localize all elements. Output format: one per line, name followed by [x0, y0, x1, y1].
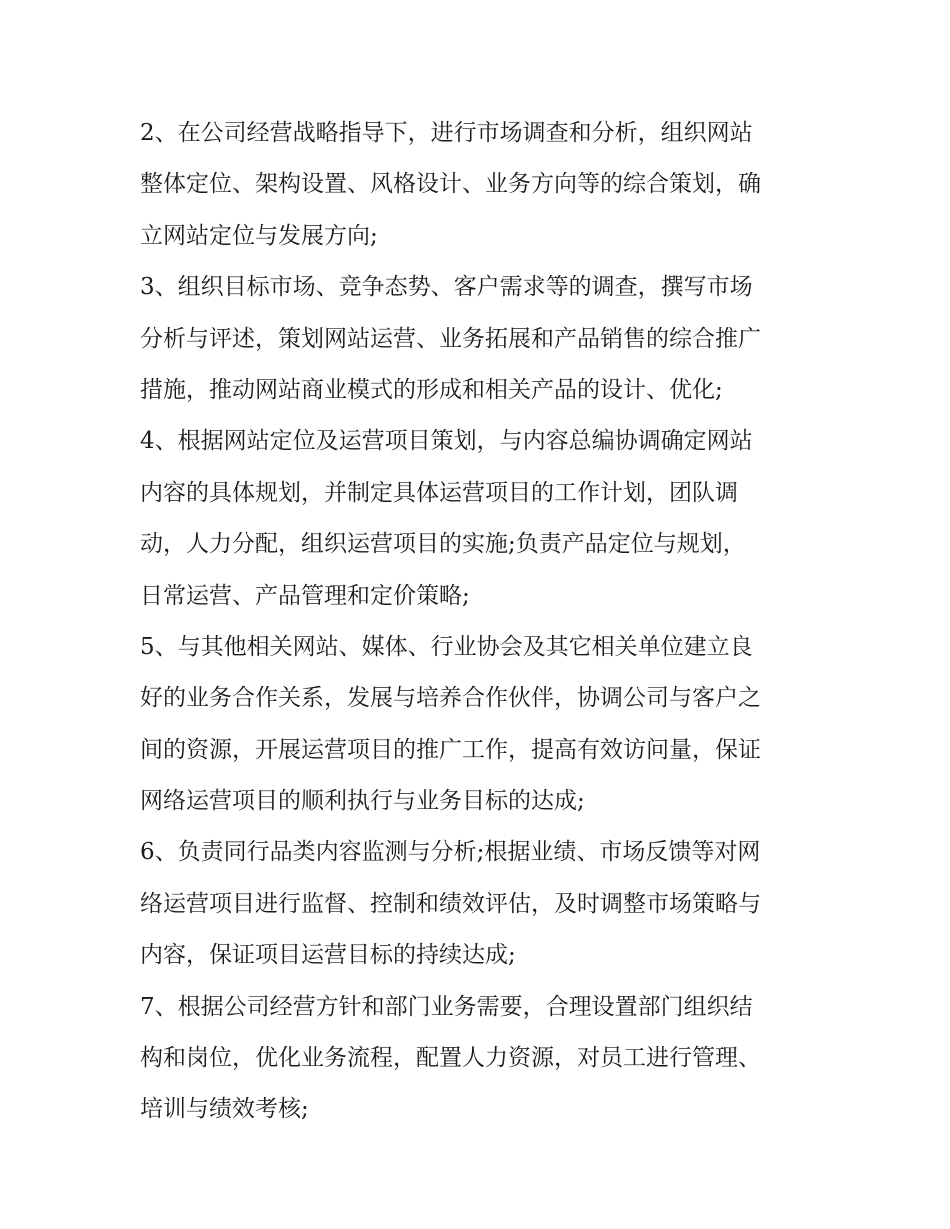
text-line: 3、组织目标市场、竞争态势、客户需求等的调查，撰写市场 [140, 274, 753, 301]
text-line: 培训与绩效考核; [140, 1096, 309, 1123]
text-line: 间的资源，开展运营项目的推广工作，提高有效访问量，保证 [140, 736, 761, 763]
text-line: 构和岗位，优化业务流程，配置人力资源，对员工进行管理、 [140, 1045, 761, 1072]
text-line: 络运营项目进行监督、控制和绩效评估，及时调整市场策略与 [140, 890, 761, 917]
text-line: 内容，保证项目运营目标的持续达成; [140, 942, 516, 969]
text-line: 内容的具体规划，并制定具体运营项目的工作计划，团队调 [140, 479, 738, 506]
text-line: 整体定位、架构设置、风格设计、业务方向等的综合策划，确 [140, 171, 761, 198]
text-line: 措施，推动网站商业模式的形成和相关产品的设计、优化; [140, 376, 723, 403]
text-line: 2、在公司经营战略指导下，进行市场调查和分析，组织网站 [140, 120, 753, 146]
text-line: 立网站定位与发展方向; [140, 222, 378, 249]
text-line: 好的业务合作关系，发展与培养合作伙伴，协调公司与客户之 [140, 685, 761, 712]
text-line: 5、与其他相关网站、媒体、行业协会及其它相关单位建立良 [140, 633, 753, 660]
text-line: 4、根据网站定位及运营项目策划，与内容总编协调确定网站 [140, 428, 753, 455]
text-line: 动，人力分配，组织运营项目的实施;负责产品定位与规划， [140, 531, 746, 558]
text-line: 7、根据公司经营方针和部门业务需要，合理设置部门组织结 [140, 993, 753, 1020]
document-body [140, 108, 820, 1136]
text-line: 日常运营、产品管理和定价策略; [140, 582, 470, 609]
text-line: 分析与评述，策划网站运营、业务拓展和产品销售的综合推广 [140, 325, 761, 352]
text-line: 6、负责同行品类内容监测与分析;根据业绩、市场反馈等对网 [140, 839, 761, 866]
text-line: 网络运营项目的顺利执行与业务目标的达成; [140, 788, 585, 815]
